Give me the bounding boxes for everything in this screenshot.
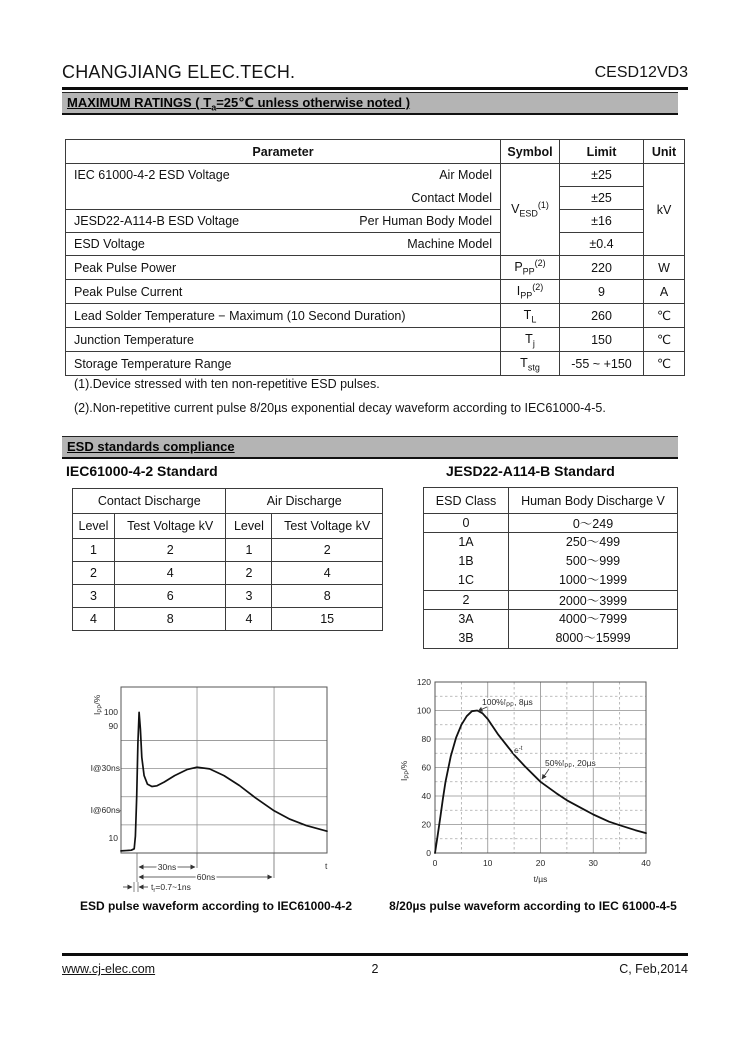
table-row <box>66 256 685 280</box>
x-axis-label: t <box>325 861 328 871</box>
dimension-label: 60ns <box>196 872 216 882</box>
esd-pulse-waveform-chart <box>84 663 354 895</box>
col-header-limit: Limit <box>560 140 644 164</box>
table-row <box>66 280 685 304</box>
table-row <box>66 304 685 328</box>
footnote-2: (2).Non-repetitive current pulse 8/20µs exponential decay waveform according to IEC61000-4-5. <box>74 401 606 415</box>
col-header-unit: Unit <box>644 140 685 164</box>
section-heading-esd-standards: ESD standards compliance <box>62 436 678 459</box>
maximum-ratings-table <box>65 139 685 376</box>
x-tick-label: 0 <box>432 858 438 868</box>
symbol-cell: $T_j$ <box>501 328 560 352</box>
param-cell: Storage Temperature Range <box>66 352 501 376</box>
unit-cell: A <box>644 280 685 304</box>
param-cell: Lead Solder Temperature − Maximum (10 Second Duration) <box>66 304 501 328</box>
table-row <box>66 233 685 256</box>
y-tick-label: I@30ns <box>90 763 120 773</box>
limit-cell: ±16 <box>560 210 644 233</box>
x-tick-label: 10 <box>482 858 493 868</box>
website-link[interactable]: www.cj-elec.com <box>62 962 156 976</box>
y-tick-label: 0 <box>426 848 431 858</box>
group-header-air: Air Discharge <box>226 489 383 514</box>
dimension-label: 30ns <box>157 862 177 872</box>
y-tick-label: I@60ns <box>90 805 120 815</box>
symbol-cell: $I_{PP}^{(2)}$ <box>501 280 560 304</box>
col-header-parameter: Parameter <box>66 140 501 164</box>
table-row: 2 2000～3999 <box>424 591 678 610</box>
x-tick-label: 30 <box>588 858 598 868</box>
unit-cell: kV <box>644 164 685 256</box>
grid-lines <box>121 687 327 853</box>
jesd-standard-title: JESD22-A114-B Standard <box>446 463 615 479</box>
section-heading-maximum-ratings: MAXIMUM RATINGS ( $T_a=25℃$ unless otherwise noted ) <box>62 92 678 115</box>
y-tick-label: 60 <box>421 762 431 773</box>
y-tick-label: 20 <box>421 819 431 830</box>
symbol-cell: $T_L$ <box>501 304 560 328</box>
table-row: 3 6 3 8 <box>73 585 383 608</box>
limit-cell: ±0.4 <box>560 233 644 256</box>
table-row <box>66 328 685 352</box>
group-header-contact: Contact Discharge <box>73 489 226 514</box>
esd-waveform-curve <box>121 712 327 851</box>
param-cell: IEC 61000-4-2 ESD Voltage Air Model <box>66 164 501 187</box>
param-cell: ESD Voltage Machine Model <box>66 233 501 256</box>
limit-cell: 260 <box>560 304 644 328</box>
table-row: 0 0～249 <box>424 514 678 533</box>
param-cell: Contact Model <box>66 187 501 210</box>
table-header-row <box>66 140 685 164</box>
y-tick-label: 90 <box>108 721 118 731</box>
limit-cell: ±25 <box>560 164 644 187</box>
table-header-row: Level Test Voltage kV Level Test Voltage kV <box>73 514 383 539</box>
y-tick-label: 10 <box>108 833 118 843</box>
right-chart-caption: 8/20µs pulse waveform according to IEC 61000-4-5 <box>389 899 677 913</box>
annotation-leader <box>542 769 549 779</box>
table-row: 2 4 2 4 <box>73 562 383 585</box>
rise-time-label: $t_r=0.7\sim 1ns$ <box>151 882 191 894</box>
header-rule <box>62 87 688 90</box>
y-tick-label: 100 <box>103 707 118 717</box>
plot-frame <box>121 687 327 853</box>
left-chart-caption: ESD pulse waveform according to IEC61000-4-2 <box>79 899 353 913</box>
decay-annotation: $e^{-t}$ <box>514 745 523 755</box>
col-header-symbol: Symbol <box>501 140 560 164</box>
limit-cell: -55 ~ +150 <box>560 352 644 376</box>
part-number: CESD12VD3 <box>594 64 688 81</box>
table-row: 1 2 1 2 <box>73 539 383 562</box>
revision-date: C, Feb,2014 <box>619 962 688 976</box>
footnote-1: (1).Device stressed with ten non-repetitive ESD pulses. <box>74 377 380 391</box>
limit-cell: ±25 <box>560 187 644 210</box>
param-cell: Peak Pulse Power <box>66 256 501 280</box>
y-tick-label: 40 <box>421 791 431 801</box>
x-tick-label: 20 <box>535 858 546 868</box>
table-row: 4 8 4 15 <box>73 608 383 631</box>
surge-pulse-waveform-chart <box>393 663 668 895</box>
unit-cell: W <box>644 256 685 280</box>
iec-standard-title: IEC61000-4-2 Standard <box>66 463 218 479</box>
unit-cell: ℃ <box>644 328 685 352</box>
table-header-row <box>73 489 383 514</box>
symbol-cell: $V_{ESD}^{(1)}$ <box>501 164 560 256</box>
y-axis-label: $I_{PP}/\%$ <box>92 694 104 715</box>
symbol-cell: $T_{stg}$ <box>501 352 560 376</box>
x-tick-label: 40 <box>641 858 651 868</box>
limit-cell: 220 <box>560 256 644 280</box>
iec61000-table <box>72 488 383 631</box>
peak-annotation: $100\%I_{PP}$, 8µs <box>482 697 533 709</box>
symbol-cell: $P_{PP}^{(2)}$ <box>501 256 560 280</box>
table-row-group: 3A 3B 4000～7999 8000～15999 <box>424 610 678 649</box>
unit-cell: ℃ <box>644 352 685 376</box>
y-tick-label: 80 <box>421 734 431 744</box>
table-row <box>66 187 685 210</box>
table-row-group: 1A 1B 1C 250～499 500～999 1000～1999 <box>424 533 678 591</box>
unit-cell: ℃ <box>644 304 685 328</box>
limit-cell: 9 <box>560 280 644 304</box>
y-tick-label: 120 <box>416 677 431 687</box>
footer-rule <box>62 953 688 956</box>
x-axis-label: t/µs <box>533 874 548 884</box>
table-row <box>66 352 685 376</box>
limit-cell: 150 <box>560 328 644 352</box>
grid-lines <box>435 682 646 853</box>
company-name: CHANGJIANG ELEC.TECH. <box>62 62 296 82</box>
param-cell: Junction Temperature <box>66 328 501 352</box>
jesd22-table <box>423 487 678 649</box>
y-tick-label: 100 <box>416 705 431 716</box>
y-axis-label: $I_{PP}/\%$ <box>399 760 411 781</box>
page-number: 2 <box>371 962 379 976</box>
table-row <box>66 164 685 187</box>
param-cell: Peak Pulse Current <box>66 280 501 304</box>
table-row <box>66 210 685 233</box>
param-cell: JESD22-A114-B ESD Voltage Per Human Body Model <box>66 210 501 233</box>
half-annotation: $50\%I_{PP}$, 20µs <box>545 758 596 770</box>
table-header-row: ESD Class Human Body Discharge V <box>424 488 678 514</box>
